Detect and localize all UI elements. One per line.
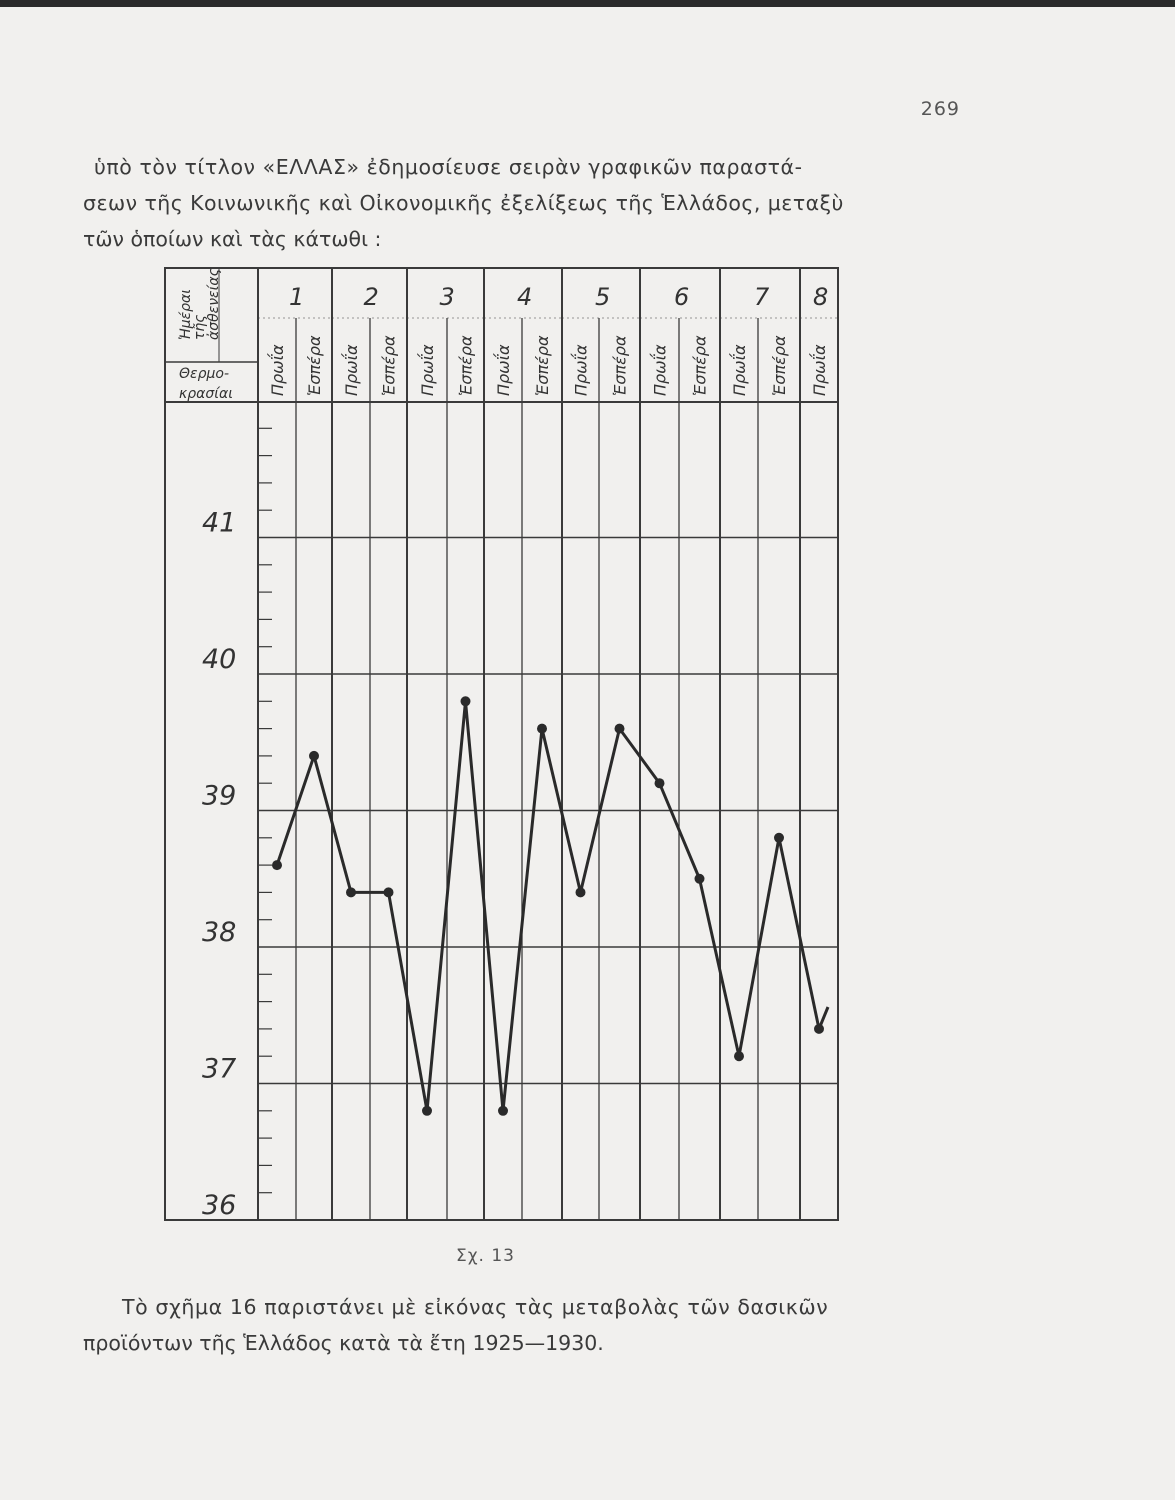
time-of-day-label: Ἑσπέρα	[690, 335, 710, 396]
time-of-day-label: Ἑσπέρα	[770, 335, 789, 396]
page-number: 269	[920, 98, 960, 120]
temperature-point	[461, 696, 471, 706]
time-of-day-label: Πρωΐα	[494, 344, 513, 396]
header-temperature-label: Θερμο-	[179, 366, 229, 382]
day-number: 7	[754, 283, 770, 311]
time-of-day-label: Ἑσπέρα	[533, 335, 552, 396]
header-days-label: ἀσθενείας	[206, 268, 222, 340]
time-of-day-label: Πρωΐα	[571, 344, 591, 396]
time-of-day-label: Ἑσπέρα	[456, 335, 476, 396]
time-of-day-label: Πρωΐα	[810, 344, 829, 396]
intro-text-line: σεων τῆς Κοινωνικῆς καὶ Οἰκονομικῆς ἐξελίξεως τῆς Ἑλλάδος, μεταξὺ	[83, 191, 844, 215]
day-number: 1	[289, 283, 305, 311]
time-of-day-label: Ἑσπέρα	[305, 335, 324, 396]
time-of-day-label: Πρωΐα	[650, 344, 670, 396]
y-tick-label: 36	[202, 1190, 237, 1221]
temperature-point	[774, 833, 784, 843]
temperature-point	[422, 1106, 432, 1116]
temperature-point	[615, 724, 625, 734]
chart-frame	[165, 268, 838, 1220]
temperature-point	[309, 751, 319, 761]
temperature-point	[346, 887, 356, 897]
header-days-label: Ἡμέραι	[178, 288, 194, 340]
day-number: 4	[517, 283, 533, 311]
time-of-day-label: Πρωΐα	[342, 344, 361, 396]
temperature-point	[576, 887, 586, 897]
temperature-point	[655, 778, 665, 788]
y-tick-label: 38	[202, 917, 237, 948]
intro-text-line: τῶν ὁποίων καὶ τὰς κάτωθι :	[83, 227, 382, 251]
time-of-day-label: Πρωΐα	[268, 344, 287, 396]
closing-text-line: προϊόντων τῆς Ἑλλάδος κατὰ τὰ ἔτη 1925—1930.	[83, 1331, 604, 1355]
header-days-label: τῆς	[192, 314, 208, 340]
temperature-point	[814, 1024, 824, 1034]
temperature-line	[277, 701, 828, 1111]
time-of-day-label: Ἑσπέρα	[610, 335, 630, 396]
y-tick-label: 37	[202, 1053, 237, 1085]
day-number: 5	[595, 283, 611, 311]
intro-text-line: ὑπὸ τὸν τίτλον «ΕΛΛΑΣ» ἐδημοσίευσε σειρὰν γραφικῶν παραστά-	[94, 155, 803, 179]
day-number: 8	[813, 283, 829, 311]
day-number: 3	[439, 283, 455, 311]
y-tick-label: 39	[202, 780, 237, 812]
temperature-point	[272, 860, 282, 870]
day-number: 2	[363, 283, 379, 311]
temperature-point	[537, 724, 547, 734]
y-tick-label: 41	[202, 507, 237, 539]
closing-text-line: Τὸ σχῆμα 16 παριστάνει μὲ εἰκόνας τὰς μεταβολὰς τῶν δασικῶν	[122, 1295, 829, 1319]
time-of-day-label: Ἑσπέρα	[379, 335, 399, 396]
time-of-day-label: Πρωΐα	[418, 344, 437, 396]
temperature-point	[384, 887, 394, 897]
temperature-point	[498, 1106, 508, 1116]
temperature-point	[695, 874, 705, 884]
temperature-point	[734, 1051, 744, 1061]
header-temperature-label: κρασίαι	[179, 386, 233, 402]
day-number: 6	[674, 283, 690, 311]
figure-caption: Σχ. 13	[456, 1246, 516, 1266]
time-of-day-label: Πρωΐα	[730, 344, 749, 396]
y-tick-label: 40	[202, 644, 237, 675]
